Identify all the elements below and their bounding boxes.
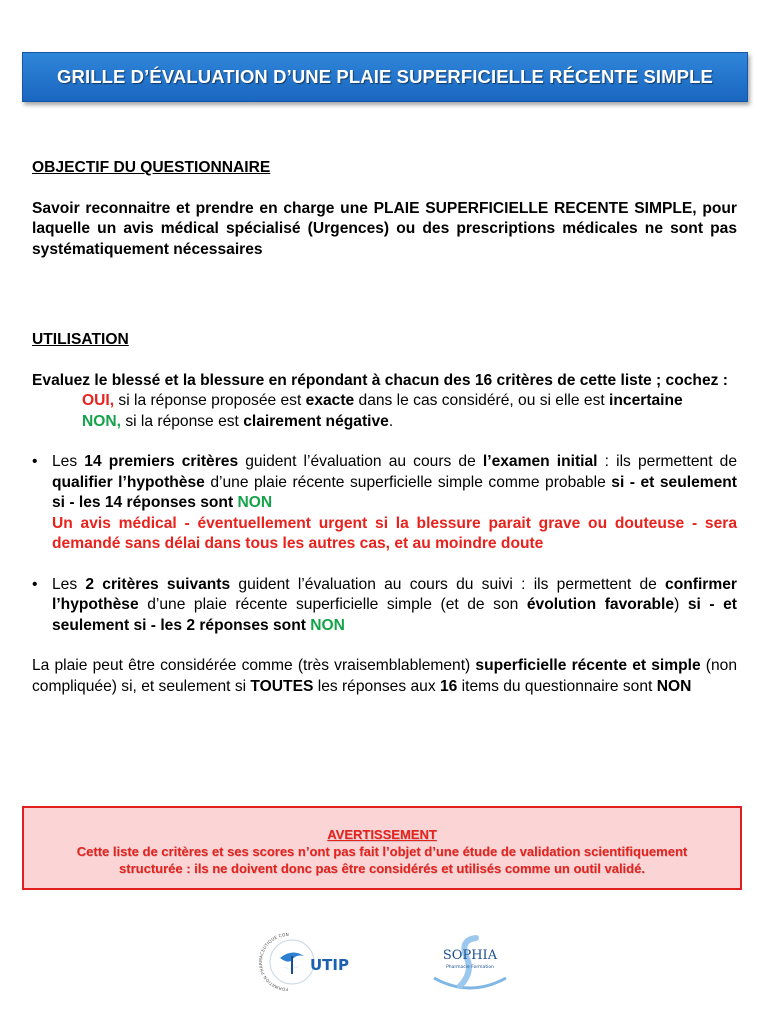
b2-text-2: guident l’évaluation au cours du suivi : ils permettent de: [230, 575, 666, 593]
non-instruction: [32, 412, 737, 433]
c-bold-2: TOUTES: [250, 677, 314, 695]
utip-logo: [258, 926, 358, 996]
non-text-2: .: [388, 412, 394, 430]
warning-title: AVERTISSEMENT: [327, 827, 437, 842]
oui-instruction: [32, 391, 737, 412]
c-text-2: (non compliquée) si, et seulement si: [32, 657, 737, 695]
utilisation-intro: Evaluez le blessé et la blessure en répondant à chacun des 16 critères de cette liste ; cochez :: [32, 371, 728, 389]
b1-bold-1: 14 premiers critères: [84, 453, 239, 470]
objectif-text: Savoir reconnaitre et prendre en charge une PLAIE SUPERFICIELLE RECENTE SIMPLE, pour laquelle un avis médical spécialisé (Urgences) ou des prescriptions médicales ne sont pas systématiquement nécessaires: [32, 199, 737, 258]
sophia-logo: [420, 928, 520, 998]
non-label: NON,: [82, 412, 121, 430]
b1-non: NON: [237, 494, 273, 511]
b2-text-4: ): [674, 596, 688, 613]
oui-label: OUI,: [82, 392, 115, 409]
oui-incertaine: incertaine: [609, 392, 683, 409]
sophia-subtitle: Pharmacie Formation: [446, 965, 494, 970]
utip-name: UTIP: [310, 956, 349, 974]
oui-text-1: si la réponse proposée est: [114, 392, 306, 409]
b1-text-4: d’une plaie récente superficielle simple comme probable: [204, 473, 612, 491]
oui-exacte: exacte: [305, 392, 355, 409]
utilisation-heading: UTILISATION: [32, 331, 129, 348]
c-text-3: les réponses aux: [313, 677, 440, 695]
b1-text-3: : ils permettent de: [597, 453, 737, 470]
b1-text-2: guident l’évaluation au cours de: [238, 453, 483, 470]
non-text-1: si la réponse est: [120, 412, 244, 430]
non-negative: clairement négative: [243, 412, 389, 430]
oui-text-2: dans le cas considéré, ou si elle est: [354, 392, 610, 409]
b1-bold-3: qualifier l’hypothèse: [52, 473, 205, 491]
b2-text-1: Les: [52, 575, 86, 593]
b2-bold-1: 2 critères suivants: [85, 575, 231, 593]
b2-bold-2: confirmer l’hypothèse: [52, 575, 737, 613]
conclusion: [32, 656, 737, 697]
utip-ring-text: FORMATION PHARMACEUTIQUE CON: [258, 931, 290, 993]
c-bold-1: superficielle récente et simple: [475, 657, 701, 674]
b1-red-warning: Un avis médical - éventuellement urgent si la blessure parait grave ou douteuse - sera demandé sans délai dans tous les autres cas, et au moindre doute: [52, 514, 737, 552]
b2-bold-3: évolution favorable: [526, 596, 675, 613]
page-title: GRILLE D’ÉVALUATION D’UNE PLAIE SUPERFICIELLE RÉCENTE SIMPLE: [57, 66, 713, 87]
title-banner: [22, 52, 748, 102]
bullet-initial-exam: [32, 452, 737, 555]
b1-bold-4: si - et seulement si - les 14 réponses sont: [52, 473, 737, 511]
b2-text-3: d’une plaie récente superficielle simple (et de son: [138, 596, 527, 613]
b2-non: NON: [310, 616, 345, 634]
c-bold-4: NON: [656, 677, 692, 695]
warning-text: Cette liste de critères et ses scores n’ont pas fait l’objet d’une étude de validation scientifiquement structurée : ils ne doivent donc pas être considérés et utilisés comme un outil validé.: [76, 844, 688, 876]
c-bold-3: 16: [439, 677, 458, 695]
c-text-1: La plaie peut être considérée comme (très vraisemblablement): [32, 657, 476, 674]
bullet-dot: •: [32, 453, 38, 470]
warning-box: [22, 806, 742, 890]
bullet-follow-up: [32, 575, 737, 637]
b1-text-1: Les: [52, 453, 85, 470]
sophia-name: SOPHIA: [442, 948, 498, 963]
objectif-heading: OBJECTIF DU QUESTIONNAIRE: [32, 159, 271, 176]
c-text-4: items du questionnaire sont: [457, 677, 657, 695]
bullet-dot: •: [32, 575, 38, 593]
document-body: [32, 158, 737, 697]
b2-bold-4: si - et seulement si - les 2 réponses sont: [52, 596, 737, 634]
b1-bold-2: l’examen initial: [482, 453, 598, 470]
